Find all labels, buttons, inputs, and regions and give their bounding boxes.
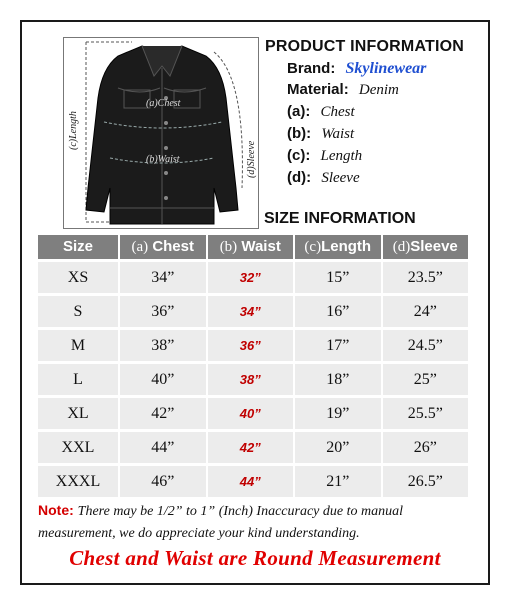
round-measurement-banner: Chest and Waist are Round Measurement xyxy=(69,546,441,570)
table-row xyxy=(38,398,468,429)
jacket-illustration xyxy=(64,38,260,230)
cell-size: XXXL xyxy=(38,466,118,497)
cell-sleeve: 26.5” xyxy=(383,466,469,497)
cell-size: XXL xyxy=(38,432,118,463)
table-row xyxy=(38,364,468,395)
cell-size: L xyxy=(38,364,118,395)
table-row xyxy=(38,330,468,361)
cell-chest: 36” xyxy=(120,296,206,327)
legend-value: Waist xyxy=(321,126,355,142)
material-row xyxy=(287,81,399,99)
cell-waist: 44” xyxy=(208,466,294,497)
note-label: Note: xyxy=(38,502,74,518)
legend-row xyxy=(287,147,362,165)
header-length: (c)Length xyxy=(295,235,381,259)
product-info-title: PRODUCT INFORMATION xyxy=(265,38,465,55)
cell-waist: 34” xyxy=(208,296,294,327)
cell-length: 15” xyxy=(295,262,381,293)
cell-size: S xyxy=(38,296,118,327)
sleeve-label: (d)Sleeve xyxy=(246,140,257,178)
cell-sleeve: 26” xyxy=(383,432,469,463)
header-waist: (b) Waist xyxy=(208,235,294,259)
waist-label: (b)Waist xyxy=(146,154,180,165)
cell-length: 19” xyxy=(295,398,381,429)
legend-value: Chest xyxy=(320,104,355,120)
cell-length: 18” xyxy=(295,364,381,395)
size-table xyxy=(36,232,470,500)
header-size: Size xyxy=(38,235,118,259)
cell-sleeve: 24.5” xyxy=(383,330,469,361)
cell-waist: 36” xyxy=(208,330,294,361)
chest-label: (a)Chest xyxy=(146,98,181,109)
jacket-diagram xyxy=(63,37,259,229)
header-chest: (a) Chest xyxy=(120,235,206,259)
size-table-header xyxy=(38,235,468,259)
cell-size: XL xyxy=(38,398,118,429)
material-value: Denim xyxy=(358,82,399,98)
cell-sleeve: 25” xyxy=(383,364,469,395)
legend-key: (b): xyxy=(287,125,312,142)
table-row xyxy=(38,432,468,463)
table-row xyxy=(38,262,468,293)
legend-key: (c): xyxy=(287,147,311,164)
legend-key: (d): xyxy=(287,169,312,186)
length-label: (c)Length xyxy=(68,111,79,150)
note xyxy=(38,500,478,544)
cell-chest: 34” xyxy=(120,262,206,293)
cell-chest: 44” xyxy=(120,432,206,463)
legend-row xyxy=(287,103,355,121)
cell-waist: 40” xyxy=(208,398,294,429)
cell-length: 21” xyxy=(295,466,381,497)
cell-length: 16” xyxy=(295,296,381,327)
cell-waist: 38” xyxy=(208,364,294,395)
legend-row xyxy=(287,169,360,187)
legend-key: (a): xyxy=(287,103,311,120)
cell-size: M xyxy=(38,330,118,361)
legend-value: Length xyxy=(320,148,363,164)
legend-value: Sleeve xyxy=(321,170,360,186)
header-sleeve: (d)Sleeve xyxy=(383,235,469,259)
table-row xyxy=(38,296,468,327)
brand-label: Brand: xyxy=(287,60,336,77)
cell-chest: 46” xyxy=(120,466,206,497)
note-text: There may be 1/2” to 1” (Inch) Inaccuracy due to manual measurement, we do appreciate your kind understanding. xyxy=(38,504,403,541)
cell-chest: 42” xyxy=(120,398,206,429)
cell-sleeve: 23.5” xyxy=(383,262,469,293)
cell-length: 20” xyxy=(295,432,381,463)
material-label: Material: xyxy=(287,81,349,98)
brand-value: Skylinewear xyxy=(345,60,427,77)
cell-sleeve: 25.5” xyxy=(383,398,469,429)
cell-sleeve: 24” xyxy=(383,296,469,327)
cell-length: 17” xyxy=(295,330,381,361)
legend-row xyxy=(287,125,354,143)
cell-waist: 42” xyxy=(208,432,294,463)
brand-row xyxy=(287,60,426,78)
cell-waist: 32” xyxy=(208,262,294,293)
cell-size: XS xyxy=(38,262,118,293)
cell-chest: 38” xyxy=(120,330,206,361)
size-info-title: SIZE INFORMATION xyxy=(264,210,416,227)
cell-chest: 40” xyxy=(120,364,206,395)
table-row xyxy=(38,466,468,497)
